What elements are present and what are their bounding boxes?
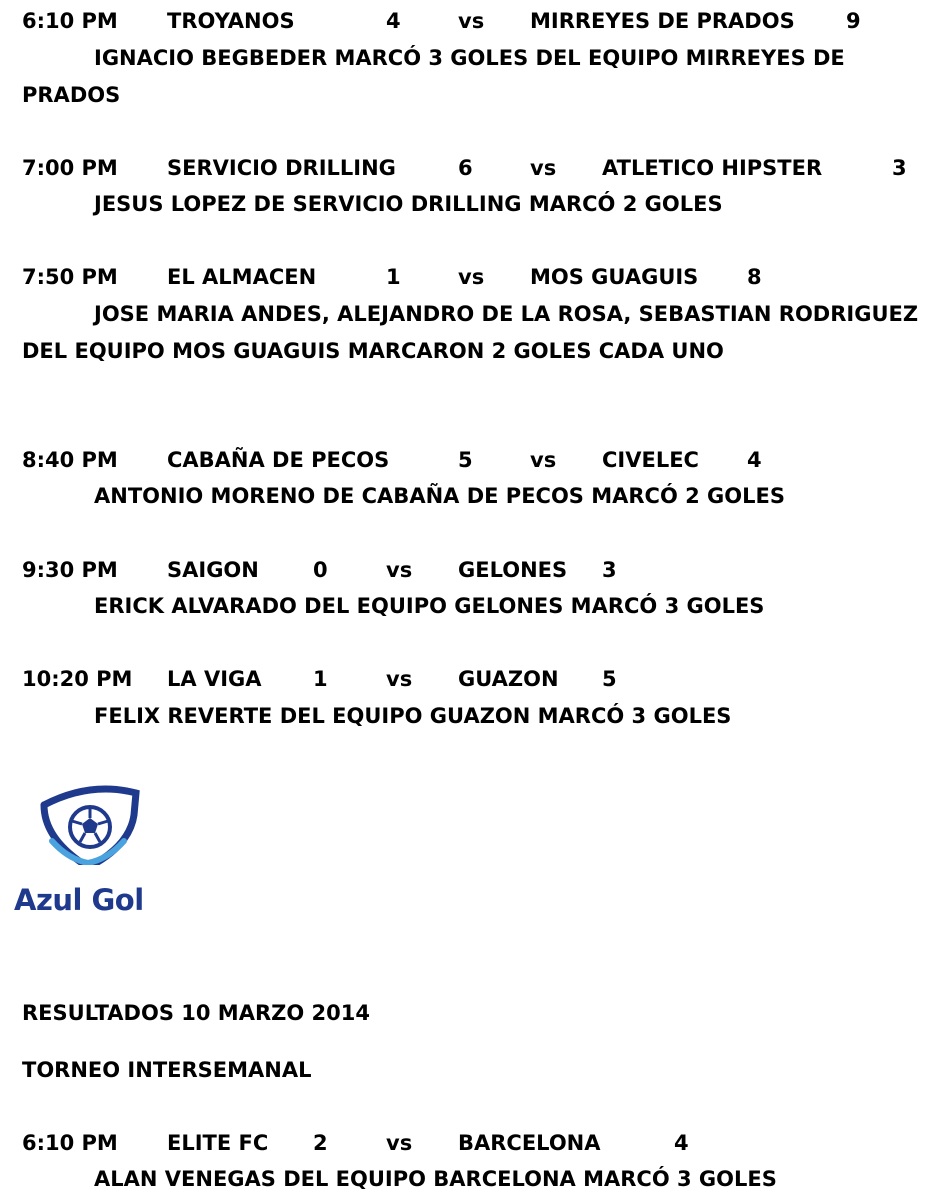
match-note: JESUS LOPEZ DE SERVICIO DRILLING MARCÓ 2 GOLES (94, 192, 723, 216)
vs-label: vs (530, 156, 557, 180)
home-team: SAIGON (167, 558, 259, 582)
match-row (0, 555, 951, 585)
vs-label: vs (458, 9, 485, 33)
home-team: LA VIGA (167, 667, 262, 691)
away-team: BARCELONA (458, 1131, 601, 1155)
soccer-ball-shield-icon (38, 785, 142, 865)
match-row (0, 153, 951, 183)
home-score: 4 (386, 9, 401, 33)
home-team: EL ALMACEN (167, 265, 317, 289)
match-time: 6:10 PM (22, 9, 118, 33)
home-team: CABAÑA DE PECOS (167, 448, 390, 472)
home-score: 6 (458, 156, 473, 180)
match-time: 8:40 PM (22, 448, 118, 472)
away-score: 3 (602, 558, 617, 582)
away-team: CIVELEC (602, 448, 699, 472)
vs-label: vs (386, 1131, 413, 1155)
away-score: 3 (892, 156, 907, 180)
match-row (0, 664, 951, 694)
home-score: 2 (313, 1131, 328, 1155)
azul-gol-logo (10, 785, 160, 925)
home-score: 1 (313, 667, 328, 691)
away-score: 8 (747, 265, 762, 289)
match-row (0, 262, 951, 292)
away-team: GELONES (458, 558, 568, 582)
logo-brand-text: Azul Gol (14, 883, 144, 917)
match-row (0, 1128, 951, 1158)
home-team: SERVICIO DRILLING (167, 156, 396, 180)
away-score: 9 (846, 9, 861, 33)
match-note: JOSE MARIA ANDES, ALEJANDRO DE LA ROSA, SEBASTIAN RODRIGUEZ DEL EQUIPO MOS GUAGUIS MARCARON 2 GOLES CADA UNO (22, 302, 919, 363)
away-team: MOS GUAGUIS (530, 265, 699, 289)
away-score: 4 (747, 448, 762, 472)
match-row (0, 6, 951, 36)
home-team: ELITE FC (167, 1131, 269, 1155)
match-time: 10:20 PM (22, 667, 133, 691)
vs-label: vs (530, 448, 557, 472)
match-time: 7:50 PM (22, 265, 118, 289)
away-team: MIRREYES DE PRADOS (530, 9, 795, 33)
away-score: 5 (602, 667, 617, 691)
vs-label: vs (458, 265, 485, 289)
match-time: 9:30 PM (22, 558, 118, 582)
match-note: IGNACIO BEGBEDER MARCÓ 3 GOLES DEL EQUIPO MIRREYES DE PRADOS (22, 46, 845, 107)
match-note: ANTONIO MORENO DE CABAÑA DE PECOS MARCÓ 2 GOLES (94, 484, 785, 508)
results-heading: RESULTADOS 10 MARZO 2014 (22, 1001, 370, 1025)
home-team: TROYANOS (167, 9, 295, 33)
away-team: ATLETICO HIPSTER (602, 156, 823, 180)
match-time: 7:00 PM (22, 156, 118, 180)
match-note: FELIX REVERTE DEL EQUIPO GUAZON MARCÓ 3 GOLES (94, 704, 732, 728)
match-note: ALAN VENEGAS DEL EQUIPO BARCELONA MARCÓ 3 GOLES (94, 1167, 777, 1191)
away-team: GUAZON (458, 667, 559, 691)
home-score: 5 (458, 448, 473, 472)
away-score: 4 (674, 1131, 689, 1155)
home-score: 0 (313, 558, 328, 582)
match-time: 6:10 PM (22, 1131, 118, 1155)
tournament-heading: TORNEO INTERSEMANAL (22, 1058, 312, 1082)
vs-label: vs (386, 558, 413, 582)
vs-label: vs (386, 667, 413, 691)
match-row (0, 445, 951, 475)
home-score: 1 (386, 265, 401, 289)
match-note: ERICK ALVARADO DEL EQUIPO GELONES MARCÓ 3 GOLES (94, 594, 765, 618)
